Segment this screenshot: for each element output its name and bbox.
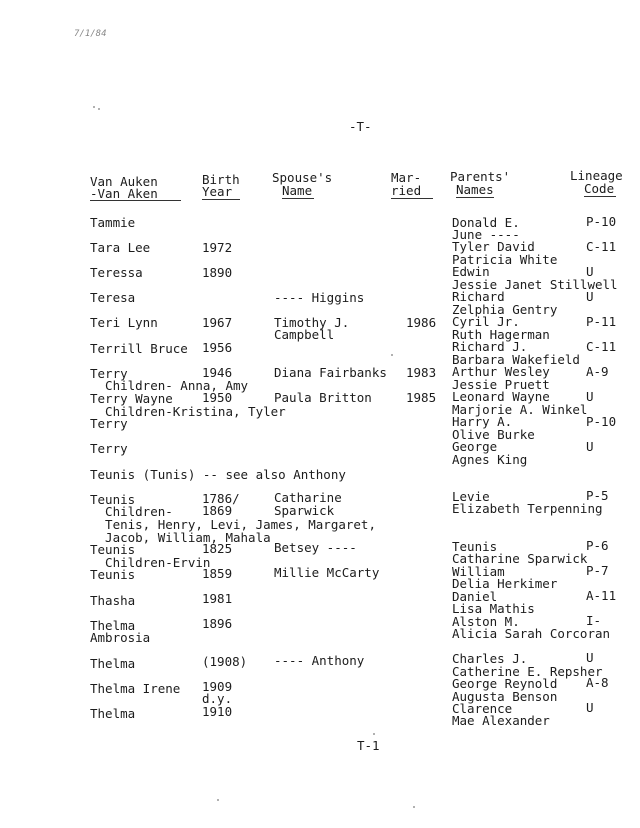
entry-name: Terry Wayne — [90, 391, 173, 406]
entry-code: C-11 — [586, 338, 617, 354]
header-married-1: Mar- — [391, 170, 422, 185]
entry-code: U — [586, 388, 594, 404]
entry-parents: George Reynold — [452, 676, 558, 691]
header-underline-parents — [456, 197, 494, 198]
entry-code: P-7 — [586, 563, 609, 578]
header-spouse-2: Name — [282, 183, 313, 198]
entry-name: Terry — [90, 416, 128, 432]
entry-parents: Zelphia Gentry — [452, 301, 558, 317]
entry-birth: d.y. — [202, 691, 233, 707]
entry-name: Teunis — [90, 491, 136, 507]
entry-code: U — [586, 650, 594, 666]
entry-birth: (1908) — [202, 653, 248, 669]
entry-birth: 1859 — [202, 565, 233, 581]
entry-name: Children- Anna, Amy — [90, 378, 249, 394]
entry-spouse: Betsey ---- — [274, 540, 357, 556]
entry-code: P-11 — [586, 314, 617, 329]
entry-parents: Charles J. — [452, 651, 528, 667]
entry-birth: 1869 — [202, 503, 233, 519]
entry-parents: Tyler David — [452, 239, 535, 255]
entry-birth: 1981 — [202, 591, 233, 606]
entry-parents: Catherine E. Repsher — [452, 663, 603, 679]
header-lineage-1: Lineage — [570, 168, 623, 183]
entry-married: 1985 — [406, 389, 437, 405]
entry-parents: Arthur Wesley — [452, 364, 550, 380]
header-name-2: -Van Aken — [90, 186, 158, 201]
entry-parents: Daniel — [452, 588, 498, 604]
header-birth-2: Year — [202, 184, 233, 199]
entry-birth: 1909 — [202, 678, 233, 694]
entry-name: Thelma — [90, 706, 136, 721]
entry-parents: Cyril Jr. — [452, 314, 520, 330]
entry-name: Children-Ervin — [90, 554, 211, 570]
entry-parents: Catharine Sparwick — [452, 551, 588, 567]
entry-code: P-10 — [586, 413, 617, 429]
entry-married: 1983 — [406, 364, 437, 380]
entry-name: Thelma — [90, 655, 136, 671]
entry-spouse: ---- Higgins — [274, 289, 365, 305]
entry-parents: Mae Alexander — [452, 713, 550, 729]
entry-name: Thasha — [90, 592, 136, 608]
entry-code: A-9 — [586, 363, 609, 379]
entry-parents: Agnes King — [452, 451, 528, 467]
entry-code: P-6 — [586, 538, 609, 554]
entry-parents: Leonard Wayne — [452, 389, 550, 405]
entry-name: Ambrosia — [90, 630, 151, 646]
entry-code: U — [586, 264, 594, 280]
header-underline-birth — [202, 199, 240, 200]
header-name-1: Van Auken — [90, 174, 158, 189]
entry-birth: 1910 — [202, 704, 233, 719]
entry-birth: 1967 — [202, 314, 233, 330]
entry-name: Tara Lee — [90, 239, 151, 255]
entry-birth: 1946 — [202, 365, 233, 381]
entry-parents: Harry A. — [452, 414, 513, 430]
header-underline-lineage — [584, 196, 616, 197]
entry-parents: Marjorie A. Winkel — [452, 401, 588, 417]
entry-spouse: Campbell — [274, 327, 335, 343]
header-married-2: ried — [391, 183, 422, 198]
entry-code: P-5 — [586, 488, 609, 504]
entry-name: Terry — [90, 441, 128, 457]
entry-parents: Barbara Wakefield — [452, 351, 580, 367]
entry-parents: Jessie Janet Stillwell — [452, 276, 618, 292]
entry-parents: Alston M. — [452, 613, 520, 629]
entry-name: Teresa — [90, 290, 136, 306]
header-birth-1: Birth — [202, 172, 240, 187]
entry-name: Teunis — [90, 567, 136, 583]
entry-parents: Clarence — [452, 701, 513, 716]
entry-code: U — [586, 289, 594, 305]
entry-code: P-10 — [586, 214, 617, 230]
entry-birth: 1972 — [202, 239, 233, 255]
entry-birth: 1825 — [202, 540, 233, 556]
header-parents-1: Parents' — [450, 169, 511, 184]
entry-birth: 1950 — [202, 390, 233, 406]
entry-name: Teressa — [90, 265, 143, 280]
header-spouse-1: Spouse's — [272, 170, 333, 185]
entry-name: Tammie — [90, 214, 136, 230]
entry-parents: Delia Herkimer — [452, 576, 558, 592]
entry-spouse: Paula Britton — [274, 389, 372, 405]
header-underline-married — [391, 198, 433, 199]
entry-name: Teunis (Tunis) -- see also Anthony — [90, 466, 346, 482]
entry-parents: Lisa Mathis — [452, 601, 535, 617]
entry-parents: Augusta Benson — [452, 688, 558, 704]
header-lineage-2: Code — [584, 181, 615, 196]
entry-parents: Olive Burke — [452, 426, 535, 442]
entry-parents: Teunis — [452, 538, 498, 554]
corner-mark: 7/1/84 — [74, 29, 107, 39]
entry-name: Terrill Bruce — [90, 340, 188, 356]
entry-parents: Ruth Hagerman — [452, 326, 550, 342]
header-underline-name — [90, 200, 181, 201]
entry-spouse: Sparwick — [274, 502, 335, 518]
entry-code: I- — [586, 612, 602, 628]
header-underline-spouse — [282, 198, 314, 199]
entry-parents: June ---- — [452, 226, 520, 242]
page-letter: -T- — [349, 119, 372, 134]
entry-name: Thelma — [90, 617, 136, 633]
entry-parents: William — [452, 563, 505, 579]
entry-birth: 1896 — [202, 616, 233, 632]
entry-spouse: Catharine — [274, 490, 342, 506]
header-parents-2: Names — [456, 182, 494, 197]
entry-spouse: Diana Fairbanks — [274, 364, 387, 380]
entry-name: Children- — [90, 504, 173, 520]
entry-parents: Jessie Pruett — [452, 376, 550, 392]
entry-name: Tenis, Henry, Levi, James, Margaret, — [90, 517, 376, 532]
entry-birth: 1956 — [202, 340, 233, 355]
entry-code: A-8 — [586, 675, 609, 691]
entry-parents: Elizabeth Terpenning — [452, 501, 603, 517]
entry-parents: Donald E. — [452, 214, 520, 230]
entry-married: 1986 — [406, 314, 437, 330]
entry-parents: Alicia Sarah Corcoran — [452, 626, 611, 642]
entry-code: U — [586, 700, 594, 715]
page-number: T-1 — [357, 738, 380, 753]
entry-parents: Richard J. — [452, 339, 528, 355]
entry-code: A-11 — [586, 587, 617, 603]
entry-spouse: Millie McCarty — [274, 565, 380, 581]
entry-parents: Richard — [452, 289, 505, 305]
entry-name: Terry — [90, 365, 128, 381]
entry-parents: Patricia White — [452, 251, 558, 267]
entry-name: Thelma Irene — [90, 680, 181, 696]
entry-name: Teunis — [90, 542, 136, 558]
entry-code: C-11 — [586, 239, 617, 255]
entry-parents: George — [452, 439, 498, 454]
entry-code: U — [586, 438, 594, 454]
entry-spouse: ---- Anthony — [274, 652, 365, 668]
entry-name: Teri Lynn — [90, 315, 158, 331]
entry-birth: 1786/ — [202, 490, 240, 506]
entry-parents: Edwin — [452, 264, 490, 280]
entry-name: Jacob, William, Mahala — [90, 529, 271, 545]
entry-parents: Levie — [452, 488, 490, 504]
entry-name: Children-Kristina, Tyler — [90, 403, 286, 419]
entry-birth: 1890 — [202, 264, 233, 280]
entry-spouse: Timothy J. — [274, 314, 350, 330]
